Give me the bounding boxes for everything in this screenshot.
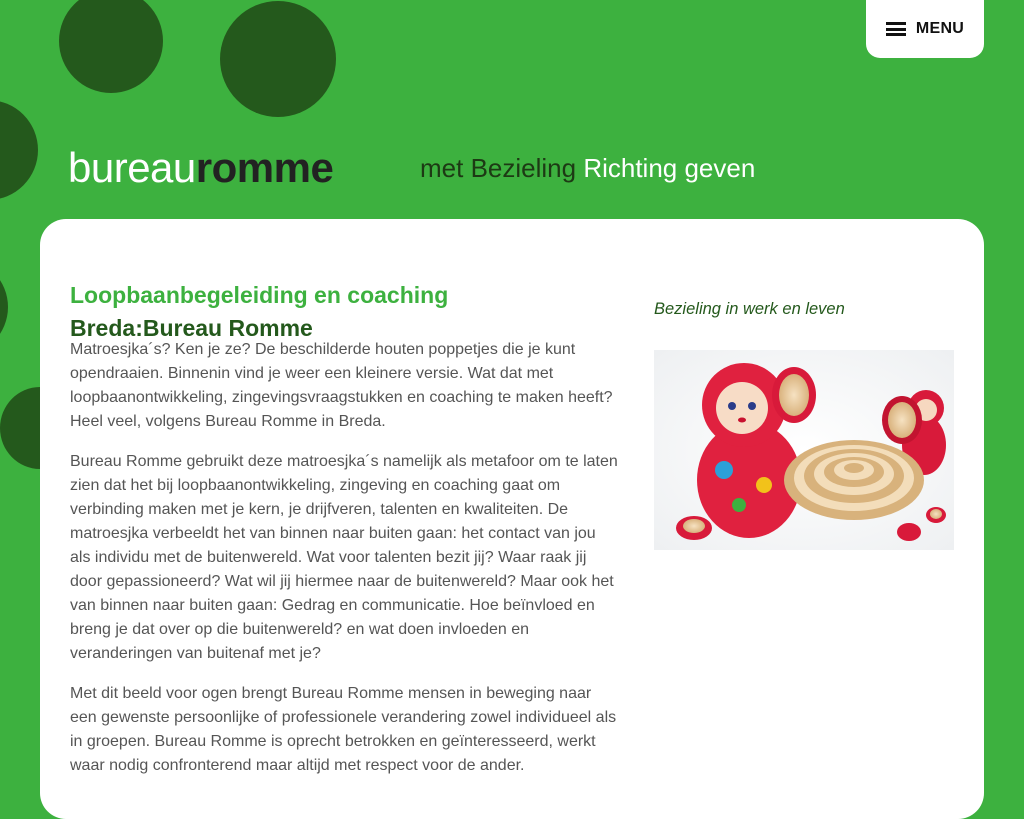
hamburger-icon xyxy=(886,22,906,36)
decorative-dot xyxy=(0,100,38,200)
tagline-part-1: met xyxy=(420,153,471,183)
tagline-part-3: Richting geven xyxy=(576,153,756,183)
logo-light: bureau xyxy=(68,144,196,191)
article-body xyxy=(70,338,618,794)
matryoshka-dolls-image xyxy=(654,350,954,550)
page-subtitle: Breda:Bureau Romme xyxy=(70,315,313,342)
paragraph: Matroesjka´s? Ken je ze? De beschilderde houten poppetjes die je kunt opendraaien. Binnenin vind je weer een kleinere versie. Wat dat met loopbaanontwikkeling, zingevingsvraagstukken en coaching te maken heeft? Heel veel, volgens Bureau Romme in Breda. xyxy=(70,341,613,430)
page-title: Loopbaanbegeleiding en coaching xyxy=(70,282,449,309)
decorative-dot xyxy=(220,1,336,117)
menu-label: MENU xyxy=(915,20,965,37)
paragraph: Met dit beeld voor ogen brengt Bureau Romme mensen in beweging naar een gewenste persoonlijke of professionele verandering zowel individueel als in groepen. Bureau Romme is oprecht betrokken en geïnteresseerd, werkt waar nodig confronterend maar altijd met respect voor de ander. xyxy=(70,685,617,774)
sidebar-caption: Bezieling in werk en leven xyxy=(654,300,845,318)
paragraph: Bureau Romme gebruikt deze matroesjka´s namelijk als metafoor om te laten zien dat het bij loopbaanontwikkeling, zingeving en coaching gaat om verbinding maken met je kern, je drijfveren, talenten en kwaliteiten. De matroesjka verbeeldt het van binnen naar buiten gaan: het contact van jou als individu met de buitenwereld. Wat voor talenten bezit jij? Waar raak jij door gepassioneerd? Wat wil jij hiermee naar de buitenwereld? Maar ook het van binnen naar buiten gaan: Gedrag en communicatie. Hoe beïnvloed en breng je dat over op die buitenwereld? en wat doen invloeden en veranderingen van buitenaf met je? xyxy=(70,453,618,662)
site-tagline xyxy=(420,152,755,184)
logo-dark: romme xyxy=(195,144,334,191)
decorative-dot xyxy=(0,258,8,356)
tagline-part-2: Bezieling xyxy=(470,153,577,183)
decorative-dot xyxy=(59,0,163,93)
menu-button[interactable] xyxy=(866,0,984,58)
site-logo[interactable] xyxy=(68,142,333,194)
